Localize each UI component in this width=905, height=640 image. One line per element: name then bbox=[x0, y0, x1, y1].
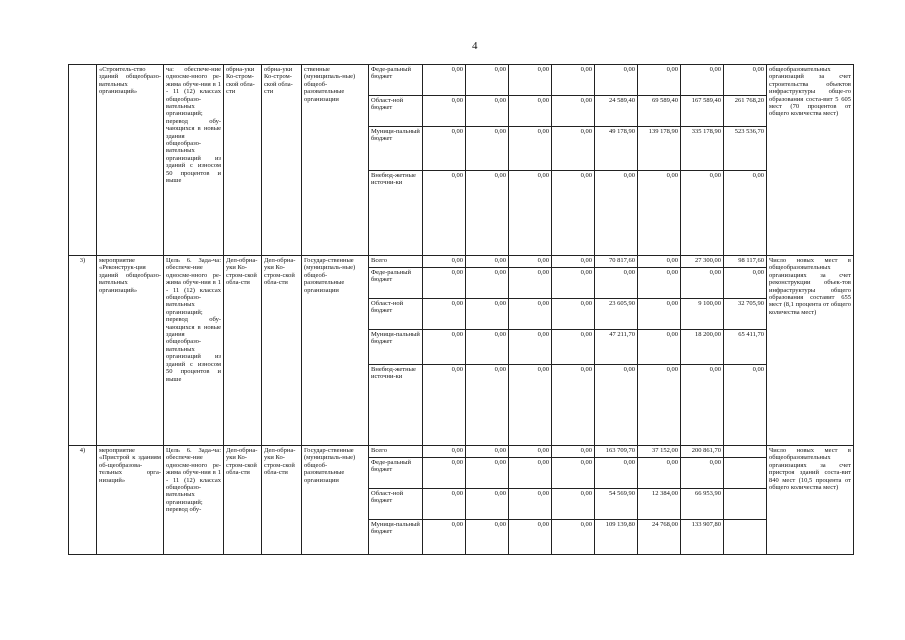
budget-value: 0,00 bbox=[509, 299, 552, 330]
budget-value: 0,00 bbox=[509, 520, 552, 555]
row-number bbox=[69, 65, 97, 256]
budget-value: 0,00 bbox=[466, 256, 509, 268]
co-executor: Деп-обрна-уки Ко-стром-ской обла-сти bbox=[262, 256, 302, 446]
budget-value: 0,00 bbox=[595, 458, 638, 489]
budget-value: 0,00 bbox=[638, 65, 681, 96]
funding-source: Феде-ральный бюджет bbox=[369, 65, 423, 96]
target-indicator: общеобразовательных организаций за счет строительства объектов инфраструктуры обще-го образования соста-вит 5 605 мест (70 процентов от общего количества мест) bbox=[767, 65, 854, 256]
funding-source: Област-ной бюджет bbox=[369, 489, 423, 520]
funding-source: Феде-ральный бюджет bbox=[369, 268, 423, 299]
budget-value: 0,00 bbox=[552, 256, 595, 268]
funding-source: Муници-пальный бюджет bbox=[369, 330, 423, 365]
budget-value: 0,00 bbox=[638, 365, 681, 446]
budget-value: 32 705,90 bbox=[724, 299, 767, 330]
budget-value: 0,00 bbox=[466, 520, 509, 555]
participants: Государ-ственные (муниципаль-ные) общеоб-разовательные организации bbox=[302, 446, 369, 555]
budget-value: 0,00 bbox=[423, 520, 466, 555]
budget-value: 12 384,00 bbox=[638, 489, 681, 520]
funding-source: Всего bbox=[369, 446, 423, 458]
budget-value: 523 536,70 bbox=[724, 127, 767, 171]
budget-value: 0,00 bbox=[509, 330, 552, 365]
budget-value: 27 300,00 bbox=[681, 256, 724, 268]
target-indicator: Число новых мест в общеобразовательных организациях за счет пристроя зданий соста-вит 840 мест (10,5 процента от общего количества мест) bbox=[767, 446, 854, 555]
budget-value: 0,00 bbox=[552, 268, 595, 299]
budget-value: 0,00 bbox=[423, 446, 466, 458]
budget-value: 0,00 bbox=[552, 96, 595, 127]
budget-value: 0,00 bbox=[509, 268, 552, 299]
row-number: 3) bbox=[69, 256, 97, 446]
budget-value: 66 953,90 bbox=[681, 489, 724, 520]
funding-source: Муници-пальный бюджет bbox=[369, 127, 423, 171]
budget-value: 98 117,60 bbox=[724, 256, 767, 268]
budget-value: 0,00 bbox=[423, 365, 466, 446]
budget-value: 0,00 bbox=[509, 171, 552, 256]
budget-value: 0,00 bbox=[724, 268, 767, 299]
budget-value: 200 861,70 bbox=[681, 446, 724, 458]
budget-value: 9 100,00 bbox=[681, 299, 724, 330]
budget-value: 23 605,90 bbox=[595, 299, 638, 330]
goal-task: Цель 6. Зада-ча: обеспече-ние односме-нного ре-жима обуче-ния в 1 - 11 (12) классах общеобразо-вательных организаций; перевод обу- bbox=[164, 446, 224, 555]
budget-value: 24 589,40 bbox=[595, 96, 638, 127]
budget-value: 0,00 bbox=[423, 489, 466, 520]
executor: Деп-обрна-уки Ко-стром-ской обла-сти bbox=[224, 256, 262, 446]
budget-value: 0,00 bbox=[423, 268, 466, 299]
funding-source: Муници-пальный бюджет bbox=[369, 520, 423, 555]
budget-value: 0,00 bbox=[466, 127, 509, 171]
budget-value: 0,00 bbox=[681, 268, 724, 299]
table-row bbox=[69, 65, 854, 96]
budget-value: 0,00 bbox=[724, 171, 767, 256]
funding-source: Внебюд-жетные источни-ки bbox=[369, 171, 423, 256]
table-row bbox=[69, 256, 854, 268]
budget-value: 24 768,00 bbox=[638, 520, 681, 555]
budget-table bbox=[68, 64, 854, 555]
budget-value: 0,00 bbox=[509, 96, 552, 127]
budget-value: 167 589,40 bbox=[681, 96, 724, 127]
budget-value: 0,00 bbox=[638, 171, 681, 256]
budget-value: 0,00 bbox=[552, 127, 595, 171]
budget-value: 70 817,60 bbox=[595, 256, 638, 268]
budget-value: 0,00 bbox=[638, 458, 681, 489]
budget-value: 0,00 bbox=[552, 330, 595, 365]
funding-source: Всего bbox=[369, 256, 423, 268]
budget-value: 69 589,40 bbox=[638, 96, 681, 127]
budget-value: 0,00 bbox=[423, 127, 466, 171]
budget-value bbox=[724, 446, 767, 458]
budget-value: 139 178,90 bbox=[638, 127, 681, 171]
budget-value: 0,00 bbox=[552, 65, 595, 96]
budget-value bbox=[724, 458, 767, 489]
event-name: мероприятие «Реконструк-ция зданий общеобразо-вательных организаций» bbox=[97, 256, 164, 446]
budget-value: 0,00 bbox=[724, 365, 767, 446]
funding-source: Феде-ральный бюджет bbox=[369, 458, 423, 489]
budget-value: 37 152,00 bbox=[638, 446, 681, 458]
budget-value: 0,00 bbox=[509, 65, 552, 96]
budget-value: 54 569,90 bbox=[595, 489, 638, 520]
goal-task: Цель 6. Зада-ча: обеспече-ние односме-нного ре-жима обуче-ния в 1 - 11 (12) классах общеобразо-вательных организаций; перевод обу-чающихся в новые здания общеобразо-вательных организаций из зданий с износом 50 процентов и выше bbox=[164, 256, 224, 446]
budget-value: 0,00 bbox=[466, 489, 509, 520]
executor: Деп-обрна-уки Ко-стром-ской обла-сти bbox=[224, 446, 262, 555]
row-number: 4) bbox=[69, 446, 97, 555]
budget-value: 65 411,70 bbox=[724, 330, 767, 365]
budget-value: 0,00 bbox=[509, 127, 552, 171]
funding-source: Област-ной бюджет bbox=[369, 299, 423, 330]
budget-value: 0,00 bbox=[638, 299, 681, 330]
budget-value: 335 178,90 bbox=[681, 127, 724, 171]
budget-value: 0,00 bbox=[423, 256, 466, 268]
budget-value: 0,00 bbox=[552, 365, 595, 446]
budget-value: 109 139,80 bbox=[595, 520, 638, 555]
budget-value: 0,00 bbox=[466, 299, 509, 330]
budget-value: 0,00 bbox=[466, 96, 509, 127]
budget-value: 0,00 bbox=[466, 446, 509, 458]
budget-value: 0,00 bbox=[552, 520, 595, 555]
budget-value bbox=[724, 489, 767, 520]
budget-value: 0,00 bbox=[681, 171, 724, 256]
budget-value: 0,00 bbox=[423, 458, 466, 489]
table-body bbox=[69, 65, 854, 555]
event-name: «Строитель-ство зданий общеобразо-вательных организаций» bbox=[97, 65, 164, 256]
budget-value: 0,00 bbox=[509, 458, 552, 489]
budget-value: 0,00 bbox=[466, 458, 509, 489]
budget-value: 0,00 bbox=[681, 458, 724, 489]
budget-value: 0,00 bbox=[423, 171, 466, 256]
budget-value: 0,00 bbox=[724, 65, 767, 96]
budget-value: 163 709,70 bbox=[595, 446, 638, 458]
budget-value bbox=[724, 520, 767, 555]
budget-value: 0,00 bbox=[509, 365, 552, 446]
budget-value: 0,00 bbox=[552, 489, 595, 520]
budget-value: 0,00 bbox=[423, 65, 466, 96]
page-number: 4 bbox=[472, 40, 478, 52]
budget-value: 0,00 bbox=[466, 268, 509, 299]
budget-value: 261 768,20 bbox=[724, 96, 767, 127]
budget-value: 18 200,00 bbox=[681, 330, 724, 365]
co-executor: Деп-обрна-уки Ко-стром-ской обла-сти bbox=[262, 446, 302, 555]
budget-value: 0,00 bbox=[552, 171, 595, 256]
budget-value: 0,00 bbox=[509, 446, 552, 458]
budget-value: 0,00 bbox=[552, 458, 595, 489]
funding-source: Внебюд-жетные источни-ки bbox=[369, 365, 423, 446]
participants: ственные (муниципаль-ные) общеоб-разовательные организации bbox=[302, 65, 369, 256]
co-executor: обрна-уки Ко-стром-ской обла-сти bbox=[262, 65, 302, 256]
budget-value: 0,00 bbox=[466, 330, 509, 365]
executor: обрна-уки Ко-стром-ской обла-сти bbox=[224, 65, 262, 256]
budget-value: 49 178,90 bbox=[595, 127, 638, 171]
participants: Государ-ственные (муниципаль-ные) общеоб-разовательные организации bbox=[302, 256, 369, 446]
budget-value: 0,00 bbox=[552, 446, 595, 458]
budget-value: 0,00 bbox=[595, 365, 638, 446]
budget-value: 0,00 bbox=[509, 256, 552, 268]
budget-value: 0,00 bbox=[423, 96, 466, 127]
budget-value: 0,00 bbox=[638, 268, 681, 299]
budget-value: 0,00 bbox=[466, 65, 509, 96]
budget-value: 0,00 bbox=[681, 65, 724, 96]
budget-value: 0,00 bbox=[595, 65, 638, 96]
event-name: мероприятие «Пристрой к зданиям об-щеобразова-тельных орга-низаций» bbox=[97, 446, 164, 555]
budget-value: 0,00 bbox=[595, 171, 638, 256]
budget-value: 0,00 bbox=[595, 268, 638, 299]
budget-value: 47 211,70 bbox=[595, 330, 638, 365]
budget-value: 0,00 bbox=[423, 299, 466, 330]
target-indicator: Число новых мест в общеобразовательных организациях за счет реконструкции объек-тов инфраструктуры общего образования составит 655 мест (8,1 процента от общего количества мест) bbox=[767, 256, 854, 446]
budget-value: 0,00 bbox=[509, 489, 552, 520]
budget-value: 133 907,80 bbox=[681, 520, 724, 555]
budget-value: 0,00 bbox=[638, 330, 681, 365]
budget-value: 0,00 bbox=[638, 256, 681, 268]
budget-value: 0,00 bbox=[466, 365, 509, 446]
budget-value: 0,00 bbox=[681, 365, 724, 446]
goal-task: ча: обеспече-ние односме-нного ре-жима обуче-ния в 1 - 11 (12) классах общеобразо-вательных организаций; перевод обу-чающихся в новые здания общеобразо-вательных организаций из зданий с износом 50 процентов и выше bbox=[164, 65, 224, 256]
funding-source: Област-ной бюджет bbox=[369, 96, 423, 127]
table-row bbox=[69, 446, 854, 458]
budget-value: 0,00 bbox=[552, 299, 595, 330]
budget-value: 0,00 bbox=[423, 330, 466, 365]
budget-value: 0,00 bbox=[466, 171, 509, 256]
